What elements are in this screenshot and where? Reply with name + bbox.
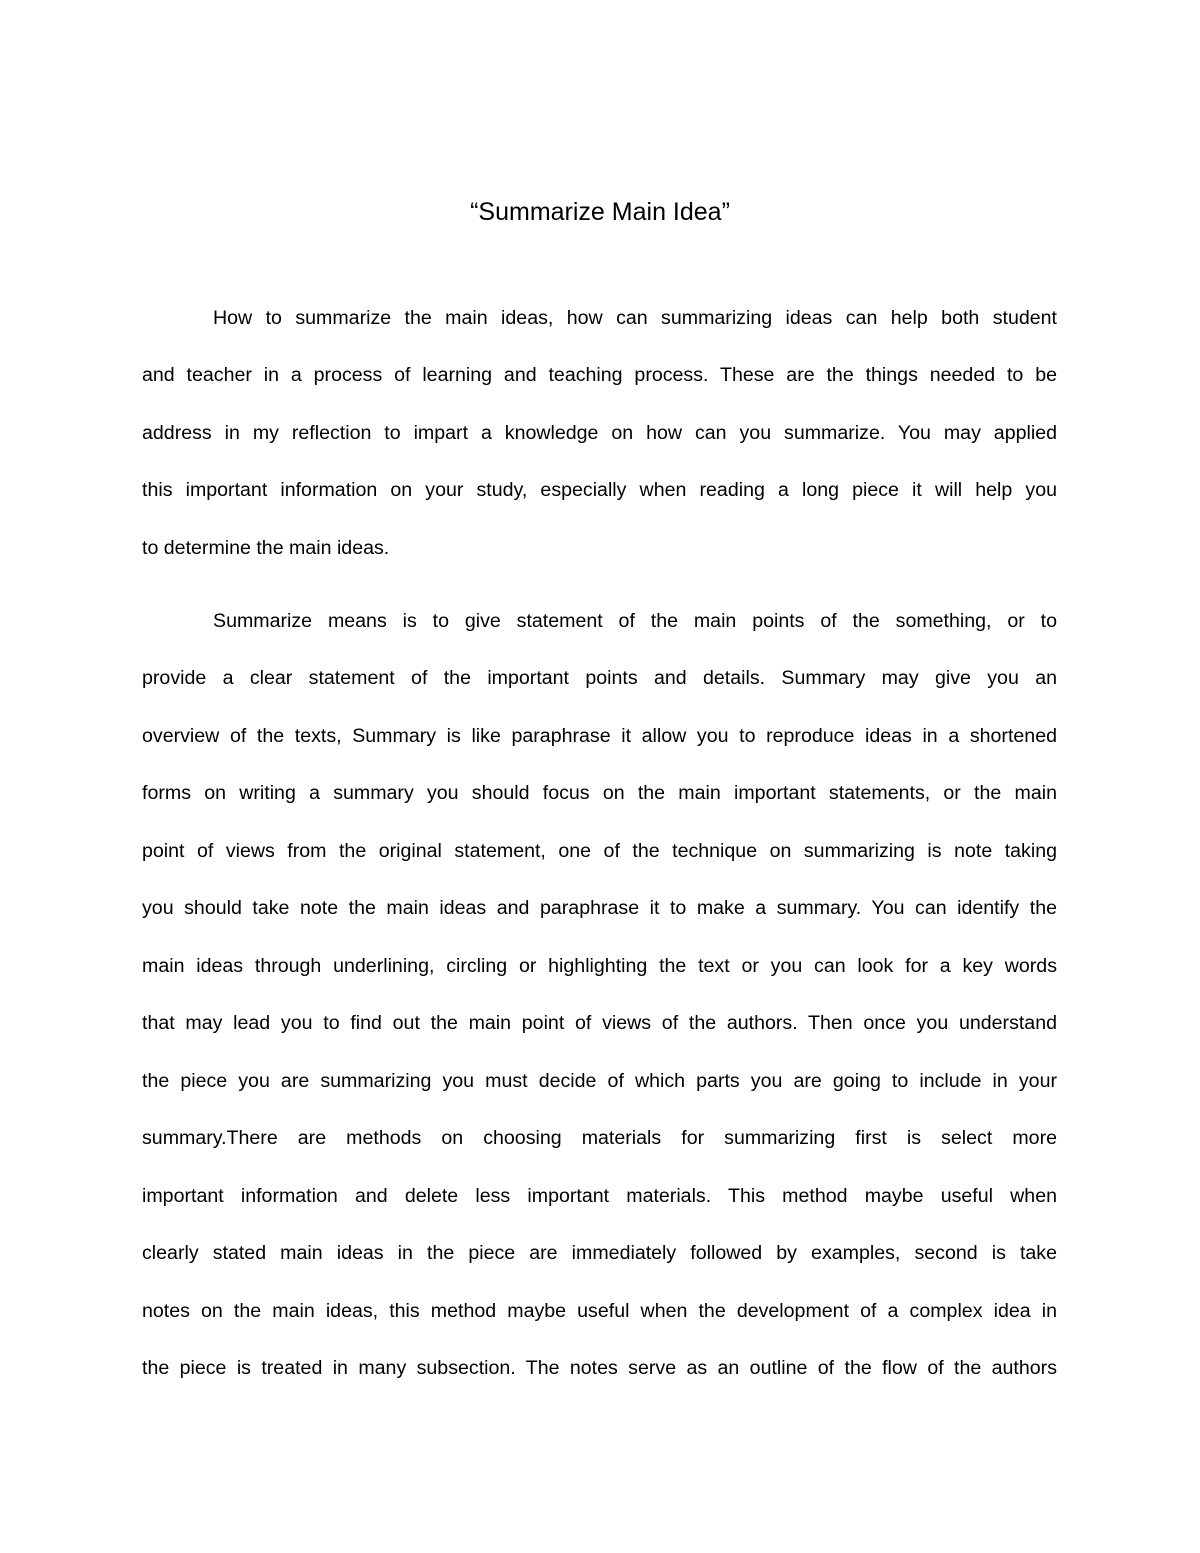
text-line: and teacher in a process of learning and teaching process. These are the things needed to be bbox=[142, 364, 1057, 386]
text-line: summary.There are methods on choosing materials for summarizing first is select more bbox=[142, 1127, 1057, 1149]
text-line: this important information on your study, especially when reading a long piece it will help you bbox=[142, 479, 1057, 501]
text-line: important information and delete less important materials. This method maybe useful when bbox=[142, 1185, 1057, 1207]
text-line: How to summarize the main ideas, how can summarizing ideas can help both student bbox=[213, 307, 1057, 329]
text-line: Summarize means is to give statement of the main points of the something, or to bbox=[213, 610, 1057, 632]
text-line: forms on writing a summary you should focus on the main important statements, or the main bbox=[142, 782, 1057, 804]
text-line: to determine the main ideas. bbox=[142, 537, 390, 559]
text-line: point of views from the original statement, one of the technique on summarizing is note taking bbox=[142, 840, 1057, 862]
text-line: notes on the main ideas, this method maybe useful when the development of a complex idea in bbox=[142, 1300, 1057, 1322]
text-line: that may lead you to find out the main point of views of the authors. Then once you understand bbox=[142, 1012, 1057, 1034]
text-line: provide a clear statement of the important points and details. Summary may give you an bbox=[142, 667, 1057, 689]
text-line: the piece you are summarizing you must decide of which parts you are going to include in your bbox=[142, 1070, 1057, 1092]
text-line: you should take note the main ideas and paraphrase it to make a summary. You can identify the bbox=[142, 897, 1057, 919]
document-title: “Summarize Main Idea” bbox=[470, 198, 730, 226]
text-line: overview of the texts, Summary is like paraphrase it allow you to reproduce ideas in a shortened bbox=[142, 725, 1057, 747]
text-line: the piece is treated in many subsection. The notes serve as an outline of the flow of the authors bbox=[142, 1357, 1057, 1379]
text-line: clearly stated main ideas in the piece are immediately followed by examples, second is take bbox=[142, 1242, 1057, 1264]
text-line: main ideas through underlining, circling or highlighting the text or you can look for a key words bbox=[142, 955, 1057, 977]
text-line: address in my reflection to impart a knowledge on how can you summarize. You may applied bbox=[142, 422, 1057, 444]
